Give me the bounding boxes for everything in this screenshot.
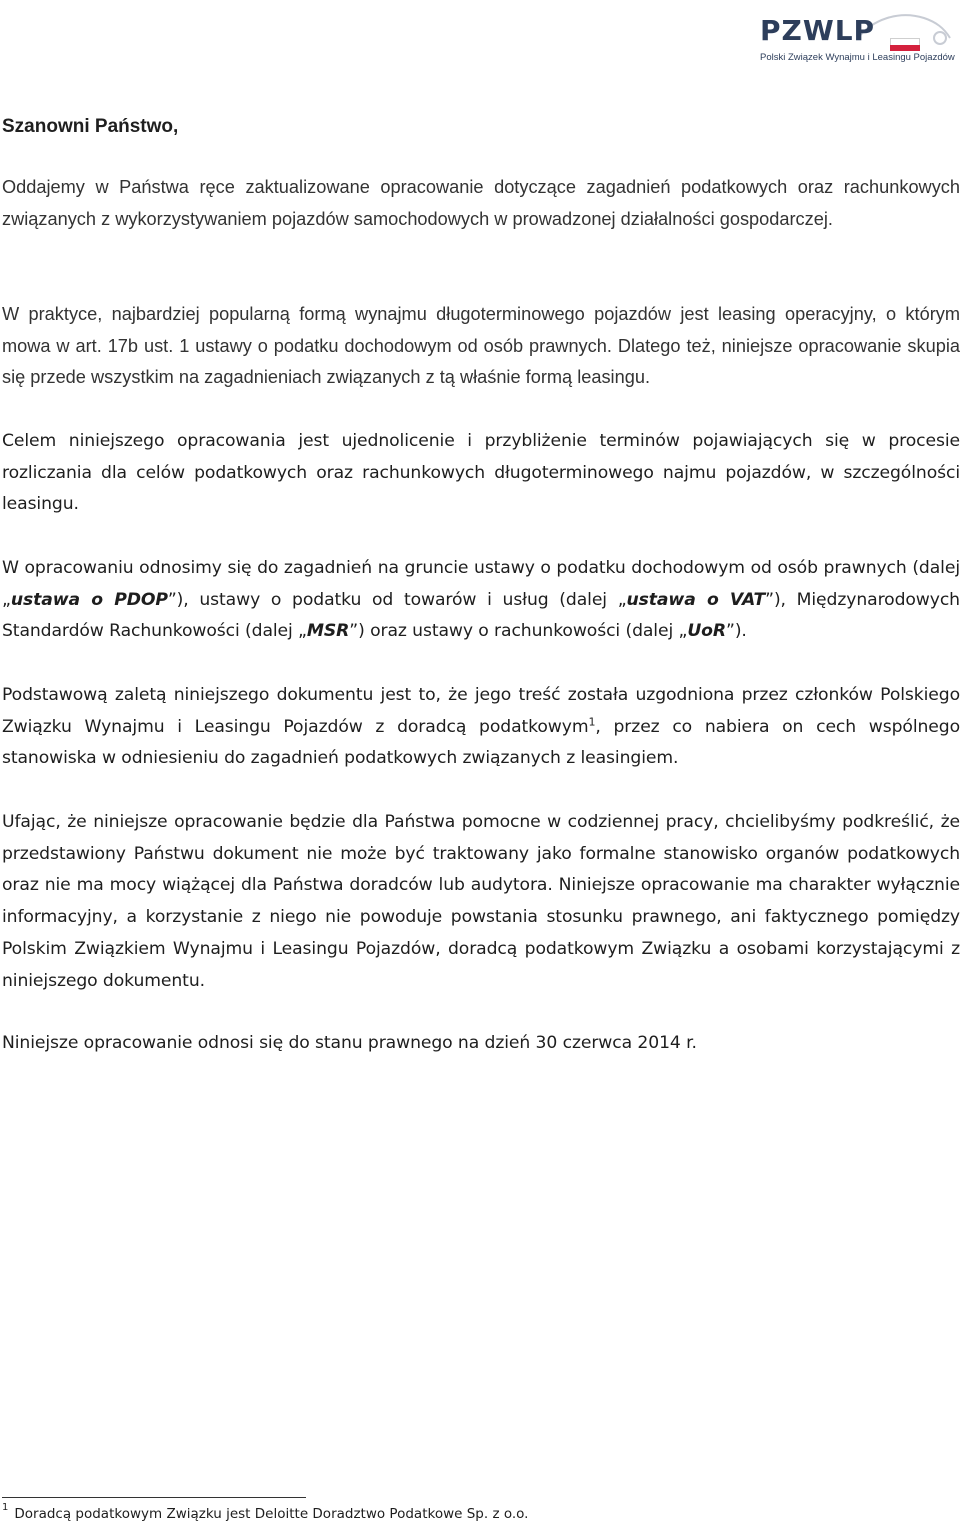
paragraph-purpose: Celem niniejszego opracowania jest ujednolicenie i przybliżenie terminów pojawiających się w procesie rozliczania dla celów podatkowych oraz rachunkowych długoterminowego najmu pojazdów, w szczególności leasingu. (2, 431, 960, 515)
logo-wordmark: PZWLP (760, 14, 876, 47)
term-msr: MSR (306, 621, 350, 642)
pzwlp-logo (758, 8, 954, 66)
paragraph-advantage: Podstawową zaletą niniejszego dokumentu jest to, że jego treść została uzgodniona przez członków Polskiego Związku Wynajmu i Leasingu Pojazdów z doradcą podatkowym$^1$, przez co nabiera on cech wspólnego stanowiska w odniesieniu do zagadnień podatkowych związanych z leasingiem. (2, 685, 960, 769)
footnote (2, 1502, 529, 1522)
footnote-ref: 1 (588, 714, 596, 728)
polish-flag-icon (890, 38, 920, 50)
footnote-divider (2, 1497, 306, 1498)
term-vat: ustawa o VAT (626, 589, 766, 610)
term-pdop: ustawa o PDOP (10, 589, 168, 610)
paragraph-disclaimer: Ufając, że niniejsze opracowanie będzie dla Państwa pomocne w codziennej pracy, chcielibyśmy podkreślić, że przedstawiony Państwu dokument nie może być traktowany jako formalne stanowisko organów podatkowych oraz nie ma mocy wiążącej dla Państwa doradców lub audytora. Niniejsze opracowanie ma charakter wyłącznie informacyjny, a korzystanie z niego nie powoduje powstania stosunku prawnego, ani faktycznego pomiędzy Polskim Związkiem Wynajmu i Leasingu Pojazdów, doradcą podatkowym Związku a osobami korzystającymi z niniejszego dokumentu. (2, 812, 960, 991)
footnote-number: 1 (2, 1502, 9, 1513)
term-uor: UoR (687, 621, 727, 642)
logo-subtitle: Polski Związek Wynajmu i Leasingu Pojazdów (760, 52, 955, 63)
paragraph-legal-state: Niniejsze opracowanie odnosi się do stanu prawnego na dzień 30 czerwca 2014 r. (2, 1033, 697, 1053)
paragraph-scope: W opracowaniu odnosimy się do zagadnień na gruncie ustawy o podatku dochodowym od osób prawnych (dalej „ustawa o PDOP”), ustawy o podatku od towarów i usług (dalej „ustawa o VAT”), Międzynarodowych Standardów Rachunkowości (dalej „MSR”) oraz ustawy o rachunkowości (dalej „UoR”). (2, 558, 960, 642)
paragraph-leasing: W praktyce, najbardziej popularną formą wynajmu długoterminowego pojazdów jest leasing operacyjny, o którym mowa w art. 17b ust. 1 ustawy o podatku dochodowym od osób prawnych. Dlatego też, niniejsze opracowanie skupia się przede wszystkim na zagadnieniach związanych z tą właśnie formą leasingu. (2, 304, 960, 388)
paragraph-intro: Oddajemy w Państwa ręce zaktualizowane opracowanie dotyczące zagadnień podatkowych oraz rachunkowych związanych z wykorzystywaniem pojazdów samochodowych w prowadzonej działalności gospodarczej. (2, 177, 960, 229)
greeting: Szanowni Państwo, (2, 116, 179, 137)
footnote-text: Doradcą podatkowym Związku jest Deloitte Doradztwo Podatkowe Sp. z o.o. (14, 1506, 529, 1522)
